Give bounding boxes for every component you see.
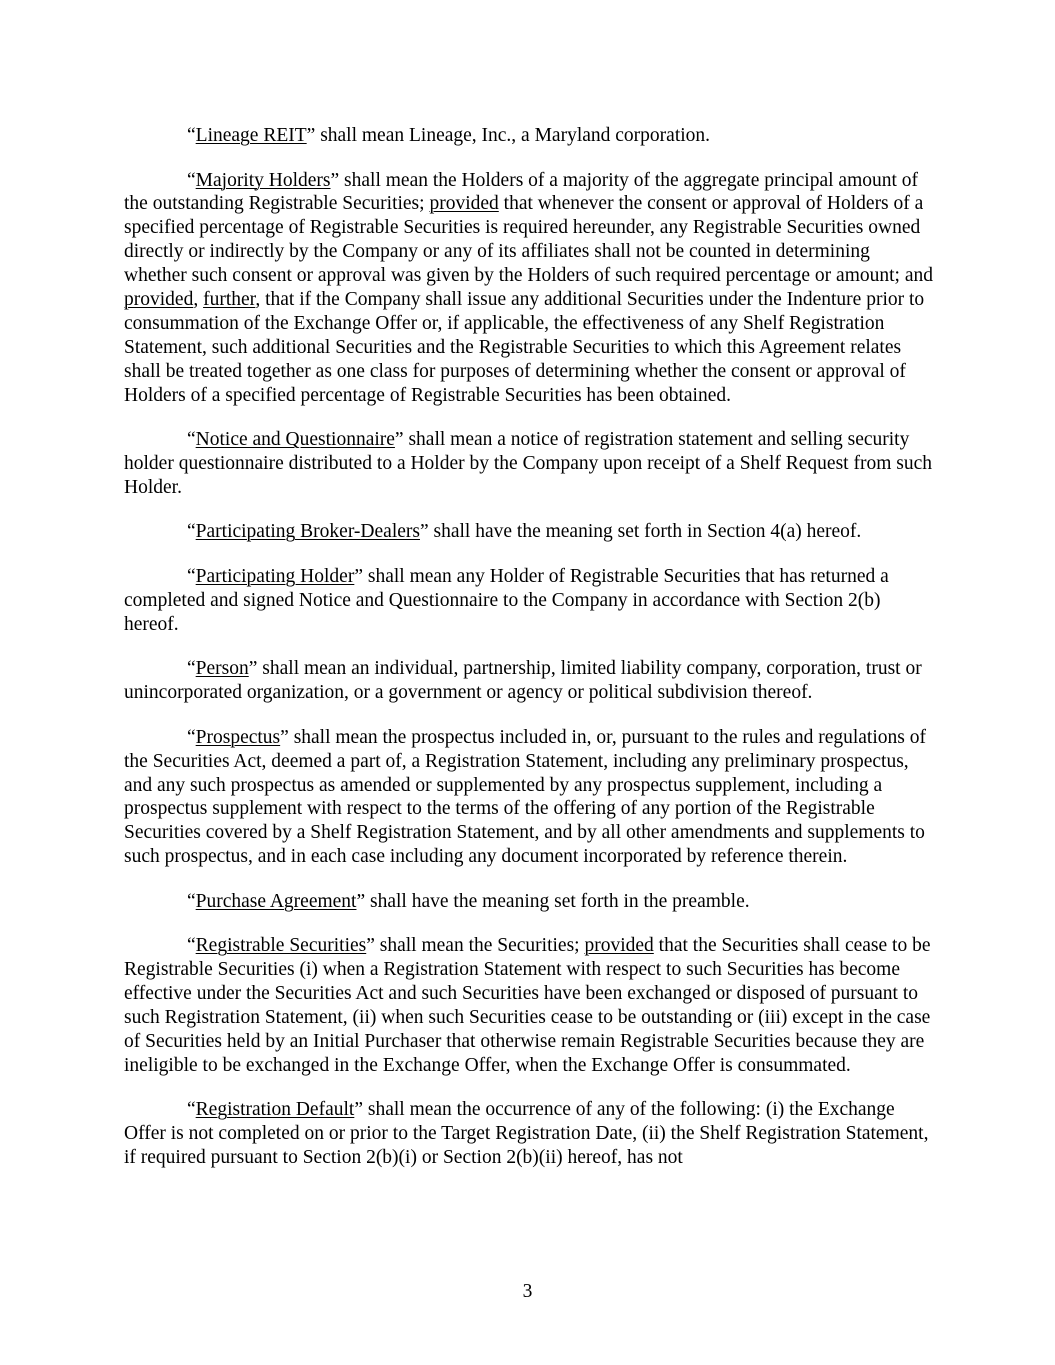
- underlined-text: further: [203, 289, 256, 311]
- close-quote: ”: [419, 521, 429, 543]
- close-quote: ”: [366, 935, 375, 957]
- definition-paragraph: [124, 726, 936, 869]
- underlined-text: provided: [124, 289, 194, 311]
- definition-paragraph: [124, 890, 936, 914]
- definition-text: that the Securities shall cease to be Registrable Securities (i) when a Registration Statement with respect to such Securities has become effective under the Securities Act and such Securities have been exchanged or disposed of pursuant to such Registration Statement, (ii) when such Securities cease to be outstanding or (iii) except in the case of Securities held by an Initial Purchaser that otherwise remain Registrable Securities because they are ineligible to be exchanged in the Exchange Offer, when the Exchange Offer is consummated.: [124, 935, 931, 1076]
- definition-text: shall mean Lineage, Inc., a Maryland corporation.: [315, 125, 711, 146]
- definition-text: shall mean the Holders of a majority of the aggregate principal amount of the outstanding Registrable Securities;: [124, 169, 919, 215]
- definition-text: shall mean the prospectus included in, or, pursuant to the rules and regulations of the Securities Act, deemed a part of, a Registration Statement, including any preliminary prospectus, and any such prospectus as amended or supplemented by any prospectus supplement, including a prospectus supplement with respect to the terms of the offering of any portion of the Registrable Securities covered by a Shelf Registration Statement, and by all other amendments and supplements to such prospectus, and in each case including any document incorporated by reference therein.: [124, 726, 926, 868]
- definition-paragraph: [124, 169, 936, 408]
- definition-text: shall mean a notice of registration statement and selling security holder questionnaire distributed to a Holder by the Company upon receipt of a Shelf Request from such Holder.: [124, 429, 932, 498]
- definition-text: shall have the meaning set forth in the preamble.: [365, 890, 750, 912]
- defined-term: Person: [195, 658, 249, 680]
- defined-term: Registrable Securities: [195, 935, 367, 957]
- open-quote: “: [187, 169, 196, 191]
- page-number: 3: [522, 1281, 533, 1302]
- defined-term: Registration Default: [195, 1099, 355, 1121]
- close-quote: ”: [248, 658, 258, 680]
- open-quote: “: [187, 658, 196, 680]
- definition-text: shall mean any Holder of Registrable Securities that has returned a completed and signed Notice and Questionnaire to the Company in accordance with Section 2(b) hereof.: [124, 565, 889, 635]
- open-quote: “: [187, 1099, 196, 1121]
- defined-term: Notice and Questionnaire: [195, 429, 395, 451]
- definition-text: that whenever the consent or approval of Holders of a specified percentage of Registrable Securities is required hereunder, any Registrable Securities owned directly or indirectly by the Company or any of its affiliates shall not be counted in determining whether such consent or approval was given by the Holders of such required percentage or amount; and: [124, 193, 933, 287]
- defined-term: Lineage REIT: [195, 125, 307, 146]
- close-quote: ”: [394, 429, 404, 451]
- definition-text: , that if the Company shall issue any additional Securities under the Indenture prior to consummation of the Exchange Offer or, if applicable, the effectiveness of any Shelf Registration Statement, such additional Securities and the Registrable Securities to which this Agreement relates shall be treated together as one class for purposes of determining whether the consent or approval of Holders of a specified percentage of Registrable Securities has been obtained.: [124, 289, 925, 406]
- open-quote: “: [187, 429, 196, 451]
- definition-paragraph: [124, 124, 936, 148]
- close-quote: ”: [354, 1099, 363, 1121]
- open-quote: “: [187, 890, 196, 912]
- open-quote: “: [187, 935, 196, 957]
- close-quote: ”: [330, 169, 340, 191]
- close-quote: ”: [280, 726, 289, 748]
- defined-term: Participating Broker-Dealers: [195, 521, 420, 543]
- definition-text: shall mean an individual, partnership, limited liability company, corporation, trust or unincorporated organization, or a government or agency or political subdivision thereof.: [124, 658, 922, 704]
- definition-text: shall mean the occurrence of any of the following: (i) the Exchange Offer is not completed on or prior to the Target Registration Date, (ii) the Shelf Registration Statement, if required pursuant to Section 2(b)(i) or Section 2(b)(ii) hereof, has not: [124, 1099, 929, 1169]
- definition-paragraph: [124, 428, 936, 500]
- definition-paragraph: [124, 520, 936, 544]
- open-quote: “: [187, 125, 196, 146]
- document-page: [124, 124, 936, 1191]
- open-quote: “: [187, 726, 196, 748]
- open-quote: “: [187, 565, 196, 587]
- defined-term: Prospectus: [195, 726, 281, 748]
- definition-text: ,: [193, 289, 204, 311]
- close-quote: ”: [356, 890, 366, 912]
- definition-paragraph: [124, 1098, 936, 1170]
- defined-term: Purchase Agreement: [195, 890, 357, 912]
- definition-text: shall have the meaning set forth in Section 4(a) hereof.: [428, 521, 862, 543]
- definition-paragraph: [124, 565, 936, 637]
- underlined-text: provided: [584, 935, 654, 957]
- close-quote: ”: [354, 565, 363, 587]
- underlined-text: provided: [429, 193, 499, 215]
- defined-term: Participating Holder: [195, 565, 355, 587]
- definitions-list: [124, 124, 936, 1170]
- definition-paragraph: [124, 657, 936, 705]
- definition-text: shall mean the Securities;: [374, 935, 585, 957]
- open-quote: “: [187, 521, 196, 543]
- close-quote: ”: [306, 125, 316, 146]
- definition-paragraph: [124, 934, 936, 1077]
- defined-term: Majority Holders: [195, 169, 331, 191]
